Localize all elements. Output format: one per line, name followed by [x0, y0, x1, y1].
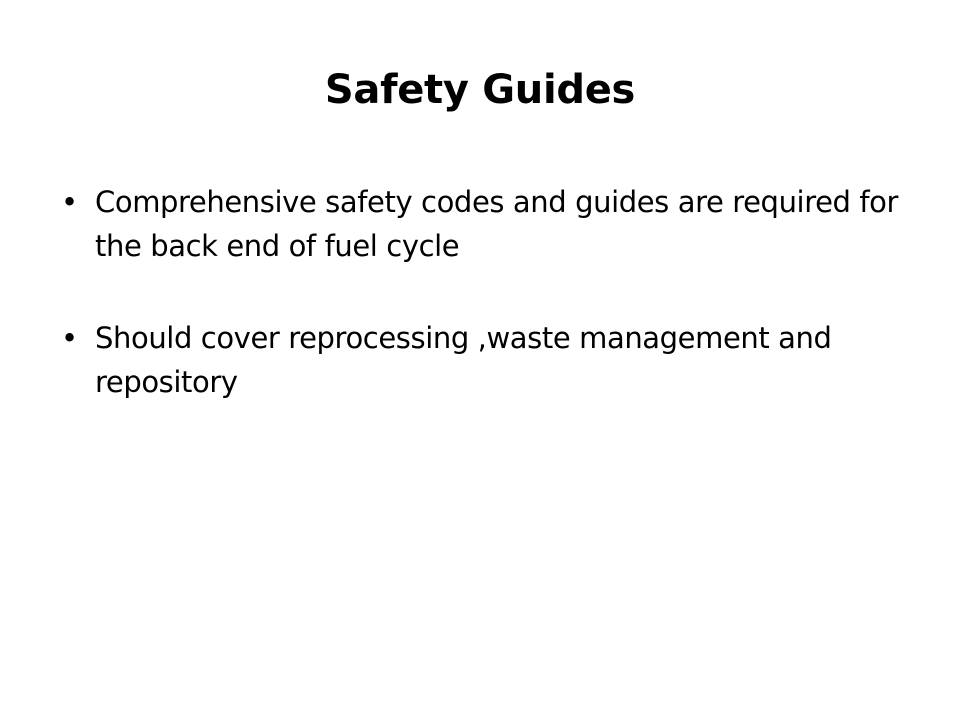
bullet-dot-icon: •: [61, 321, 78, 355]
slide-title: Safety Guides: [324, 67, 636, 113]
bullet-text: Should cover reprocessing ,waste management and repository: [95, 321, 832, 399]
bullet-text: Comprehensive safety codes and guides are required for the back end of fuel cycle: [95, 185, 899, 263]
bullet-list: [60, 180, 900, 452]
bullet-dot-icon: •: [61, 185, 78, 219]
bullet-item: [60, 180, 900, 268]
bullet-item: [60, 316, 900, 404]
